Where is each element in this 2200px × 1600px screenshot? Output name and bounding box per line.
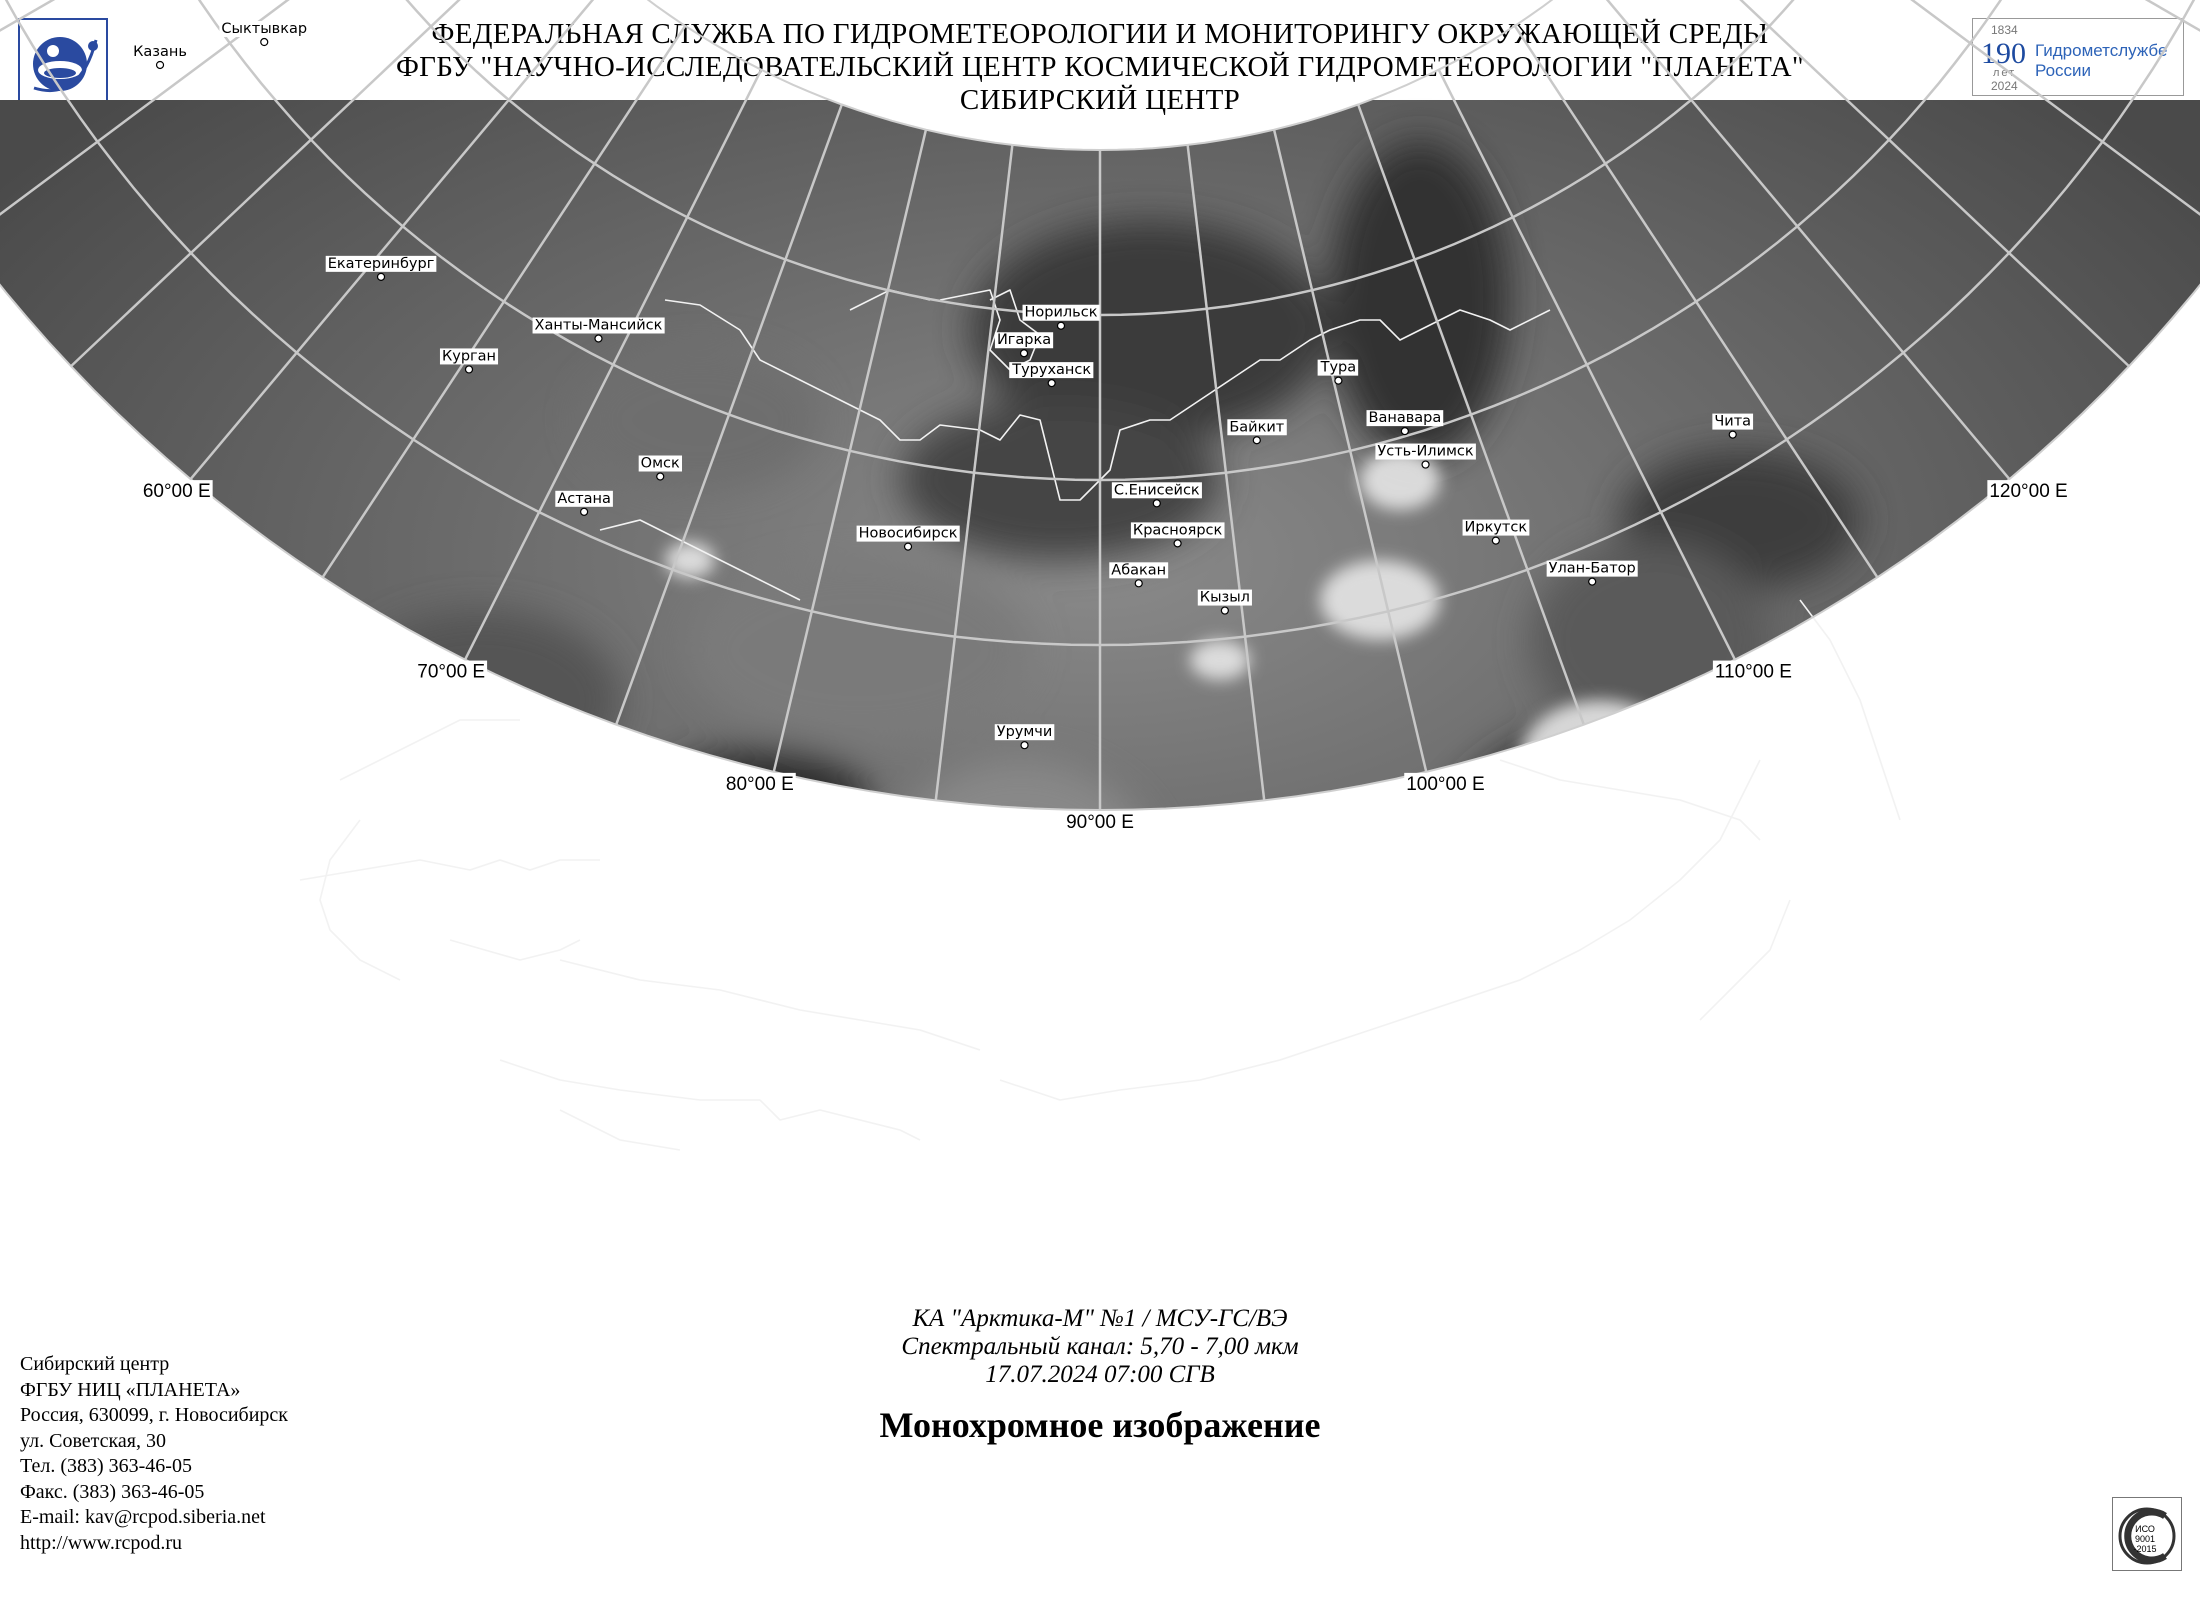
city-dot: [1492, 537, 1499, 544]
anniversary-number: 190: [1981, 37, 2026, 70]
city-label: Чита: [1714, 413, 1752, 430]
city-label: Екатеринбург: [327, 255, 435, 272]
header-line-3: СИБИРСКИЙ ЦЕНТР: [959, 84, 1241, 116]
svg-text:ИСО: ИСО: [2135, 1524, 2155, 1534]
city-label: Кызыл: [1199, 589, 1250, 606]
caption-channel: Спектральный канал: 5,70 - 7,00 мкм: [901, 1333, 1299, 1360]
city-dot: [378, 273, 385, 280]
iso-certification-badge: [2112, 1497, 2182, 1571]
city-label: Байкит: [1229, 419, 1285, 436]
anniversary-years-word: лет: [1993, 67, 2017, 79]
longitude-label: 80°00 E: [725, 773, 794, 795]
city-dot: [1048, 380, 1055, 387]
city-label: Усть-Илимск: [1377, 443, 1474, 460]
longitude-label: 110°00 E: [1714, 661, 1792, 683]
city-dot: [581, 508, 588, 515]
svg-text:-2015: -2015: [2133, 1544, 2157, 1554]
address-email[interactable]: E-mail: kav@rcpod.siberia.net: [20, 1506, 266, 1528]
city-dot: [1253, 437, 1260, 444]
anniversary-text-1: Гидрометслужбе: [2035, 41, 2168, 60]
address-line: ул. Советская, 30: [20, 1429, 166, 1452]
city-label: Ванавара: [1368, 410, 1442, 427]
meridian-line: [1754, 0, 2200, 103]
city-dot: [1153, 500, 1160, 507]
city-dot: [1401, 428, 1408, 435]
city-label: Абакан: [1111, 562, 1167, 579]
contact-address: [20, 1352, 288, 1556]
longitude-label: 60°00 E: [142, 481, 211, 503]
city-dot: [1335, 377, 1342, 384]
caption-satellite: КА "Арктика-М" №1 / МСУ-ГС/ВЭ: [912, 1305, 1288, 1332]
city-dot: [261, 39, 268, 46]
city-label: Туруханск: [1012, 362, 1092, 379]
city-dot: [466, 366, 473, 373]
longitude-label: 90°00 E: [1066, 812, 1134, 833]
address-fax: Факс. (383) 363-46-05: [20, 1480, 205, 1503]
city-label: Тура: [1320, 359, 1357, 376]
anniversary-year-start: 1834: [1991, 23, 2018, 37]
city-marker: [131, 44, 189, 69]
longitude-label: 70°00 E: [417, 661, 486, 683]
city-label: Иркутск: [1464, 519, 1528, 536]
city-label: Новосибирск: [858, 525, 958, 542]
city-label: Курган: [441, 348, 497, 365]
city-label: Красноярск: [1132, 522, 1223, 539]
city-label: Ханты-Мансийск: [534, 317, 663, 334]
city-label: Улан-Батор: [1548, 560, 1636, 577]
city-dot: [1021, 350, 1028, 357]
header-line-1: ФЕДЕРАЛЬНАЯ СЛУЖБА ПО ГИДРОМЕТЕОРОЛОГИИ И МОНИТОРИНГУ ОКРУЖАЮЩЕЙ СРЕДЫ: [431, 18, 1769, 50]
address-line: Россия, 630099, г. Новосибирск: [20, 1404, 289, 1426]
anniversary-text-2: России: [2035, 61, 2092, 80]
address-phone: Тел. (383) 363-46-05: [20, 1455, 192, 1477]
city-dot: [657, 473, 664, 480]
city-dot: [1221, 607, 1228, 614]
svg-text:9001: 9001: [2134, 1534, 2156, 1544]
address-line: Сибирский центр: [20, 1353, 170, 1375]
caption-datetime: 17.07.2024 07:00 СГВ: [985, 1361, 1215, 1388]
meridian-line: [0, 0, 446, 103]
city-label: Астана: [557, 490, 611, 507]
city-label: Сыктывкар: [221, 21, 308, 38]
anniversary-year-end: 2024: [1991, 79, 2018, 93]
header-line-2: ФГБУ "НАУЧНО-ИССЛЕДОВАТЕЛЬСКИЙ ЦЕНТР КОСМИЧЕСКОЙ ГИДРОМЕТЕОРОЛОГИИ "ПЛАНЕТА": [395, 51, 1805, 83]
city-dot: [595, 335, 602, 342]
city-label: Омск: [640, 455, 680, 472]
city-dot: [1589, 578, 1596, 585]
product-title: Монохромное изображение: [879, 1405, 1321, 1445]
longitude-label: 100°00 E: [1406, 773, 1485, 795]
address-website[interactable]: http://www.rcpod.ru: [20, 1531, 183, 1554]
city-label: Казань: [133, 43, 187, 60]
city-label: Норильск: [1024, 304, 1098, 321]
city-dot: [1729, 431, 1736, 438]
city-dot: [1135, 580, 1142, 587]
city-dot: [1422, 461, 1429, 468]
city-dot: [1021, 742, 1028, 749]
city-dot: [1058, 322, 1065, 329]
longitude-label: 120°00 E: [1989, 481, 2068, 503]
city-label: Урумчи: [996, 724, 1053, 741]
city-dot: [905, 543, 912, 550]
address-line: ФГБУ НИЦ «ПЛАНЕТА»: [20, 1378, 241, 1401]
city-dot: [157, 61, 164, 68]
city-label: Игарка: [996, 332, 1052, 349]
city-label: С.Енисейск: [1113, 482, 1200, 499]
city-dot: [1174, 540, 1181, 547]
